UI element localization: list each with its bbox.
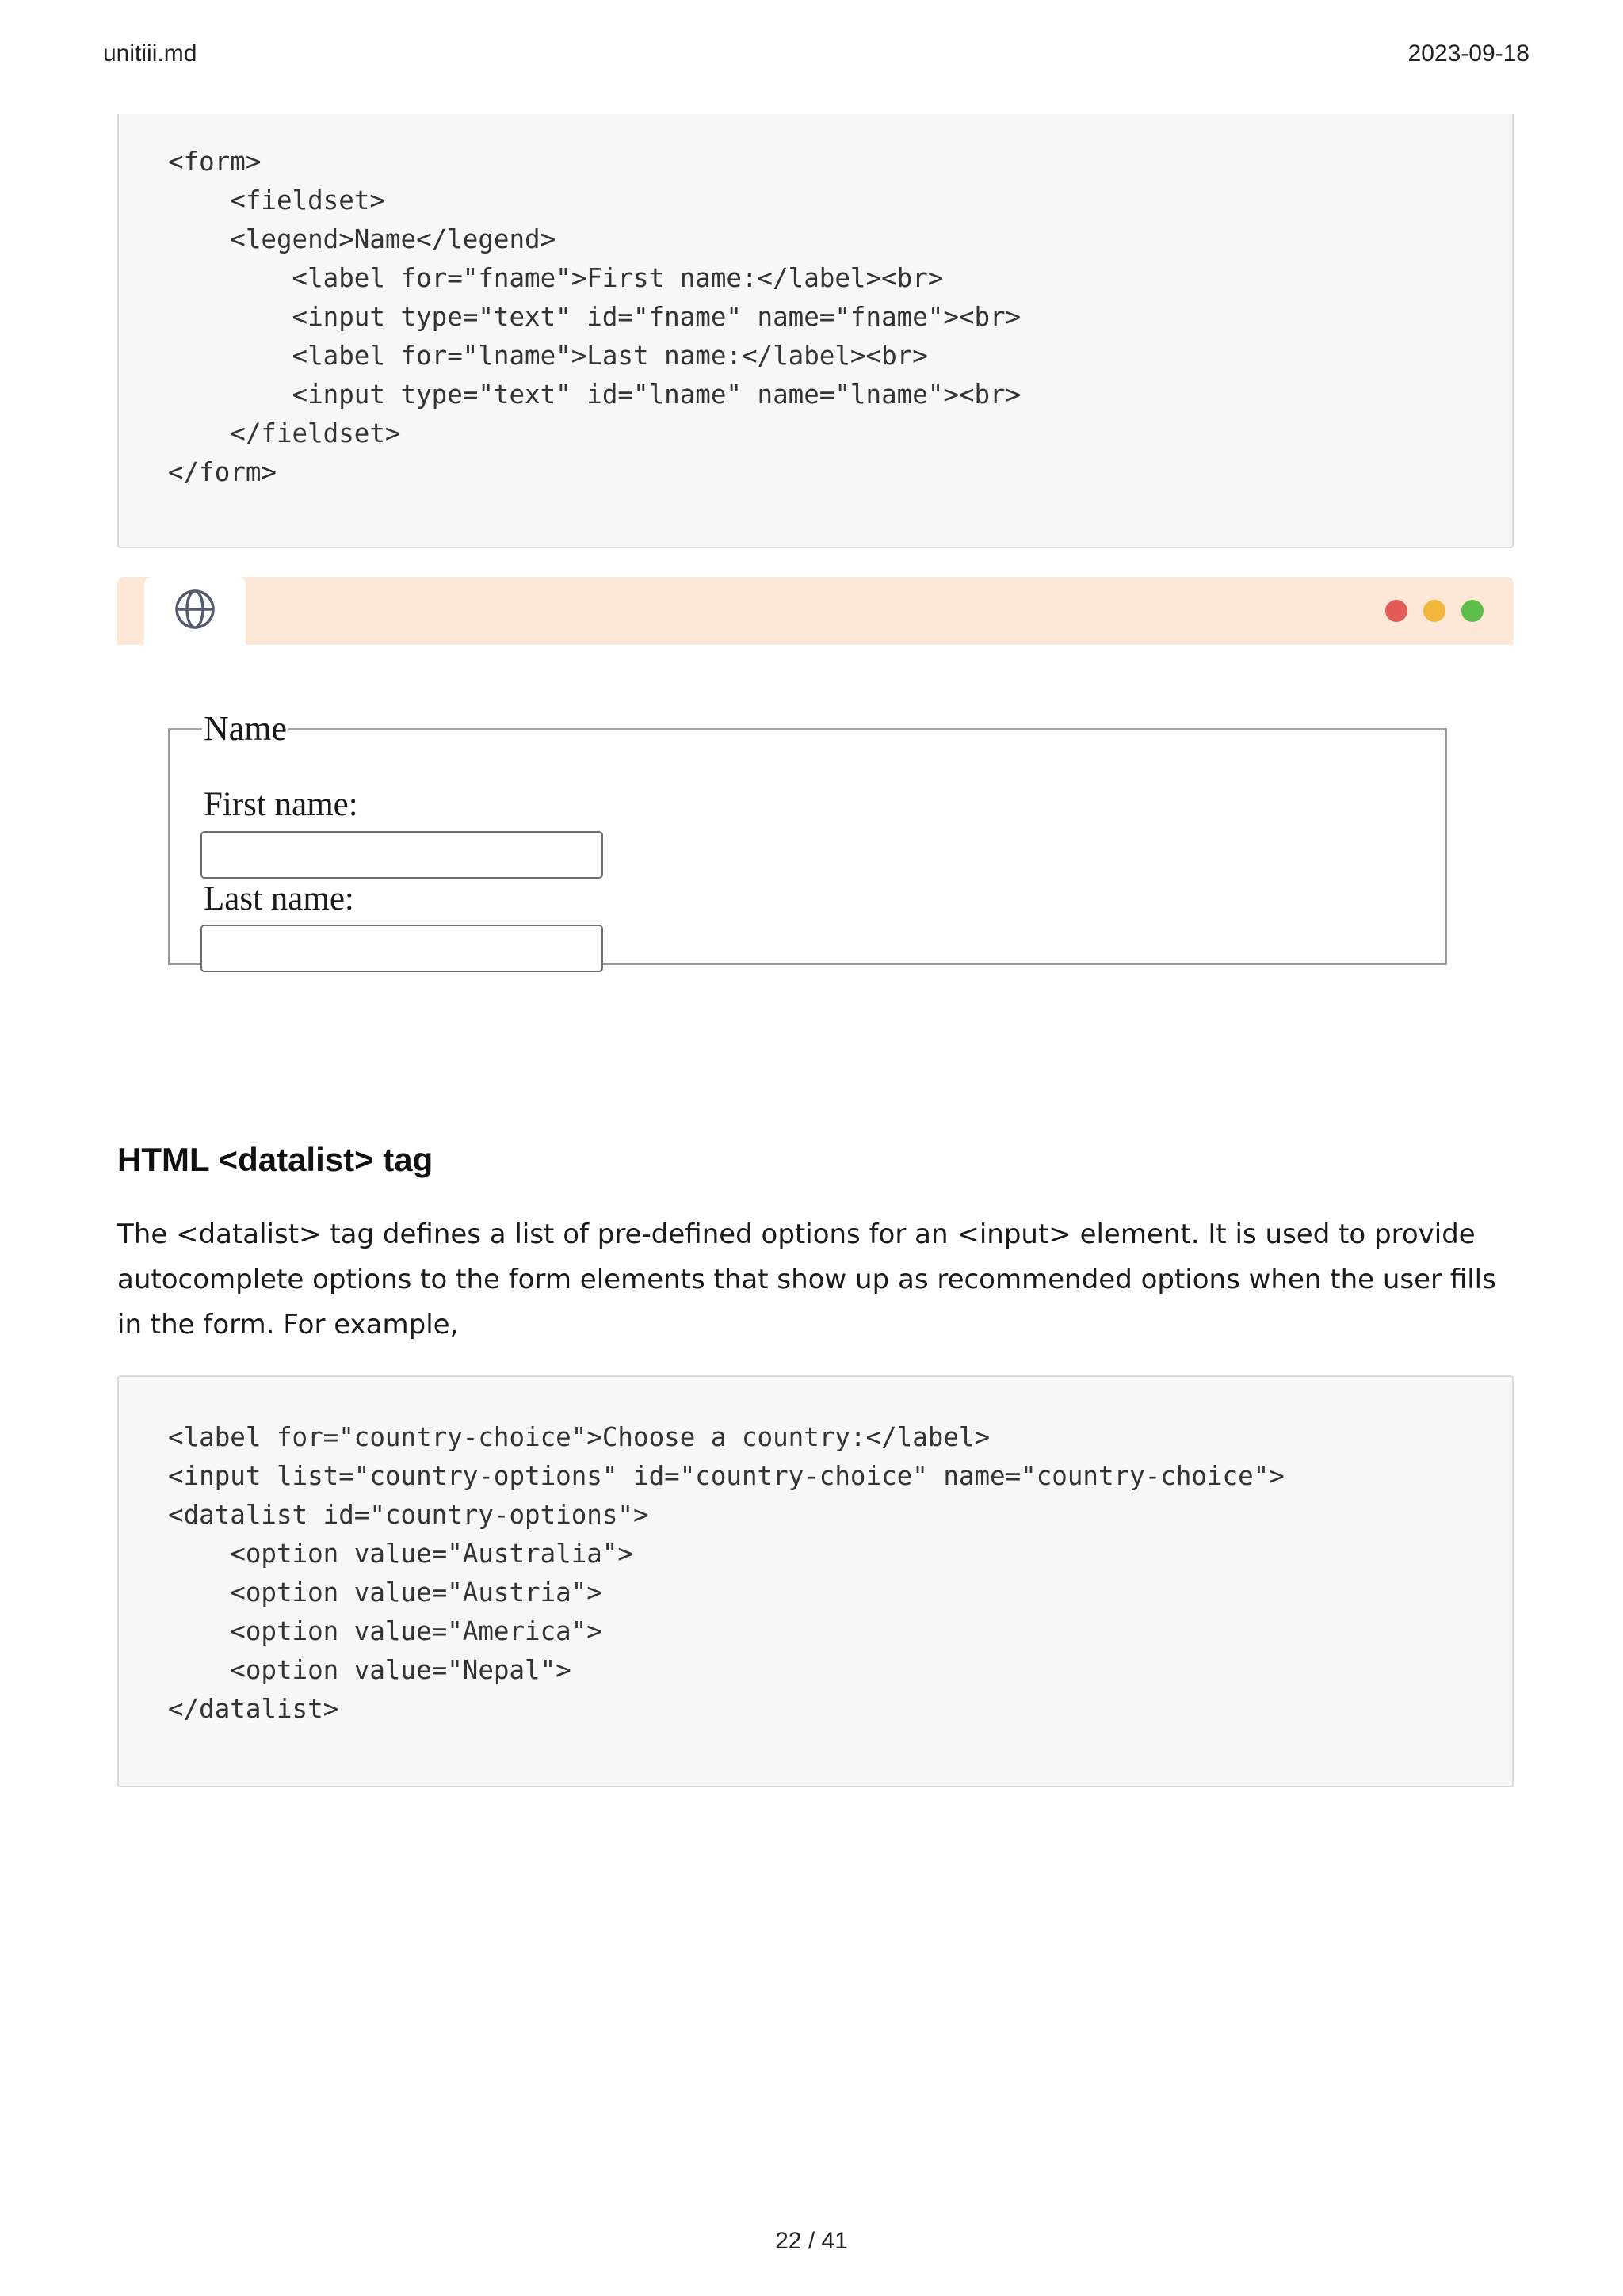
section-title: HTML <datalist> tag [117, 1141, 433, 1178]
first-name-input[interactable] [200, 831, 603, 879]
document-filename: unitiii.md [103, 40, 197, 67]
window-controls [1385, 600, 1484, 622]
first-name-label: First name: [204, 786, 358, 823]
fieldset-legend: Name [204, 709, 288, 748]
globe-icon [173, 587, 217, 635]
last-name-label: Last name: [204, 880, 354, 917]
browser-preview-bar [117, 577, 1514, 645]
name-fieldset [168, 711, 1447, 965]
code-block-form [117, 114, 1514, 548]
section-paragraph: The <datalist> tag defines a list of pre-defined options for an <input> element. It is used to provide autocomplete options to the form elements that show up as recommended options when the user fills in the form. For example, [117, 1219, 1496, 1341]
code-text: <form> <fieldset> <legend>Name</legend> <label for="fname">First name:</label><br> <input type="text" id="fname" name="fname"><br> <label for="lname">Last name:</label><br> <input type="text" id="lname" name="lname"><br> </fieldset> </form> [168, 147, 1022, 487]
code-block-datalist [117, 1375, 1514, 1787]
minimize-dot-icon [1423, 600, 1445, 622]
document-date: 2023-09-18 [1407, 40, 1529, 67]
code-text: <label for="country-choice">Choose a country:</label> <input list="country-options" id="country-choice" name="country-choice"> <datalist id="country-options"> <option value="Australia"> <option value="Austria"> <option value="America"> <option value="Nepal"> </datalist> [168, 1422, 1285, 1724]
page-header [103, 38, 1529, 70]
browser-tab [144, 577, 246, 645]
page-number: 22 / 41 [775, 2228, 848, 2254]
last-name-input[interactable] [200, 925, 603, 972]
maximize-dot-icon [1461, 600, 1484, 622]
close-dot-icon [1385, 600, 1407, 622]
